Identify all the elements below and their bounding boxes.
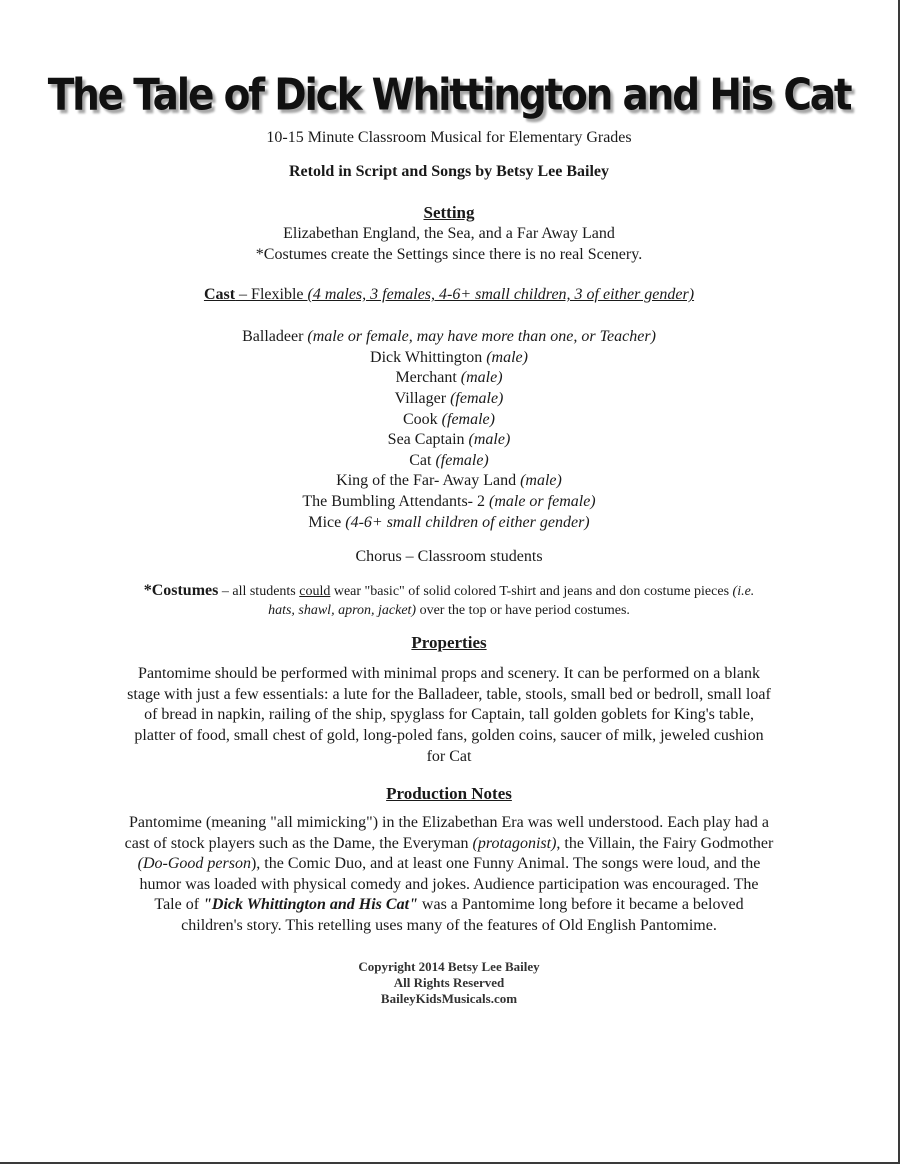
cast-role [0,451,898,472]
costumes-label: *Costumes [143,582,219,600]
role-name: Sea Captain [387,431,469,449]
notes-italic: (protagonist) [472,834,557,852]
production-notes-paragraph [124,813,774,937]
costumes-text: – all students [218,584,300,600]
role-note: (male or female) [489,492,596,510]
role-name: Dick Whittington [370,348,487,366]
cast-label: Cast [203,286,236,304]
role-note: (female) [441,410,495,428]
cast-role [0,492,898,513]
setting-heading: Setting [423,203,475,222]
setting-line-2: *Costumes create the Settings since there is no real Scenery. [255,245,643,263]
costumes-examples: (i.e. hats, shawl, apron, jacket) [268,584,755,619]
role-note: (female) [450,389,504,407]
cast-role [0,348,898,369]
chorus-line: Chorus – Classroom students [355,548,543,566]
role-name: King of the Far- Away Land [336,472,521,490]
website-line: BaileyKidsMusicals.com [380,990,518,1006]
cast-role [0,430,898,451]
cast-role [0,513,898,534]
role-name: Villager [394,389,451,407]
notes-text: , the Villain, the Fairy Godmother [556,834,774,852]
cast-role [0,389,898,410]
role-note: (male) [460,369,503,387]
cast-role [0,471,898,492]
role-name: Merchant [395,369,461,387]
document-title: The Tale of Dick Whittington and His Cat [47,70,851,121]
cast-role [0,327,898,348]
costumes-text: wear "basic" of solid colored T-shirt and jeans and don costume pieces [330,584,733,600]
properties-paragraph: Pantomime should be performed with minimal props and scenery. It can be performed on a blank stage with just a few essentials: a lute for the Balladeer, table, stools, small bed or bedroll, small loaf of bread in napkin, railing of the ship, spyglass for Captain, tall golden goblets for King's table, platter of food, small chest of gold, long-poled fans, golden coins, saucer of milk, jeweled cushion for Cat [127,665,771,765]
setting-line-1: Elizabethan England, the Sea, and a Far Away Land [283,225,615,242]
role-note: (male) [486,348,528,366]
cast-flexible: – Flexible [235,286,308,304]
notes-text: was a Pantomime long before it became a beloved children's story. This retelling uses many of the features of Old English Pantomime. [181,896,744,935]
role-note: (male) [468,431,511,449]
role-name: Mice [308,513,346,531]
properties-heading: Properties [411,633,487,653]
role-name: The Bumbling Attendants- 2 [302,492,489,510]
notes-text: Pantomime (meaning "all mimicking") in the Elizabethan Era was well understood. Each play had a cast of stock players such as the Dame, the Everyman [124,814,769,852]
costumes-text: over the top or have period costumes. [416,603,630,619]
cast-role [0,368,898,389]
role-note: (male) [520,472,562,490]
document-subtitle: 10-15 Minute Classroom Musical for Elementary Grades [266,129,632,146]
cast-list [0,327,898,533]
notes-play-title: "Dick Whittington and His Cat" [203,896,418,914]
role-name: Cook [403,410,442,428]
cast-breakdown: (4 males, 3 females, 4-6+ small children, 3 of either gender) [307,286,695,304]
cast-role [0,410,898,431]
copyright-footer [0,959,898,1007]
costumes-note [129,581,769,620]
role-note: (female) [435,451,489,469]
costumes-could: could [299,584,331,600]
role-name: Cat [409,451,436,469]
role-note: (4-6+ small children of either gender) [345,513,590,531]
copyright-line: Copyright 2014 Betsy Lee Bailey [358,958,540,974]
author-byline: Retold in Script and Songs by Betsy Lee Bailey [288,163,610,180]
role-name: Balladeer [242,328,308,346]
notes-text: ), the Comic Duo, and at least one Funny Animal. The songs were loud, and the humor was loaded with physical comedy and jokes. Audience participation was encouraged. The Tale of [139,855,761,914]
role-note: (male or female, may have more than one, or Teacher) [307,328,656,346]
cast-summary [0,285,898,305]
rights-line: All Rights Reserved [393,974,505,990]
notes-italic: (Do-Good person [137,855,251,873]
production-notes-heading: Production Notes [386,784,512,804]
